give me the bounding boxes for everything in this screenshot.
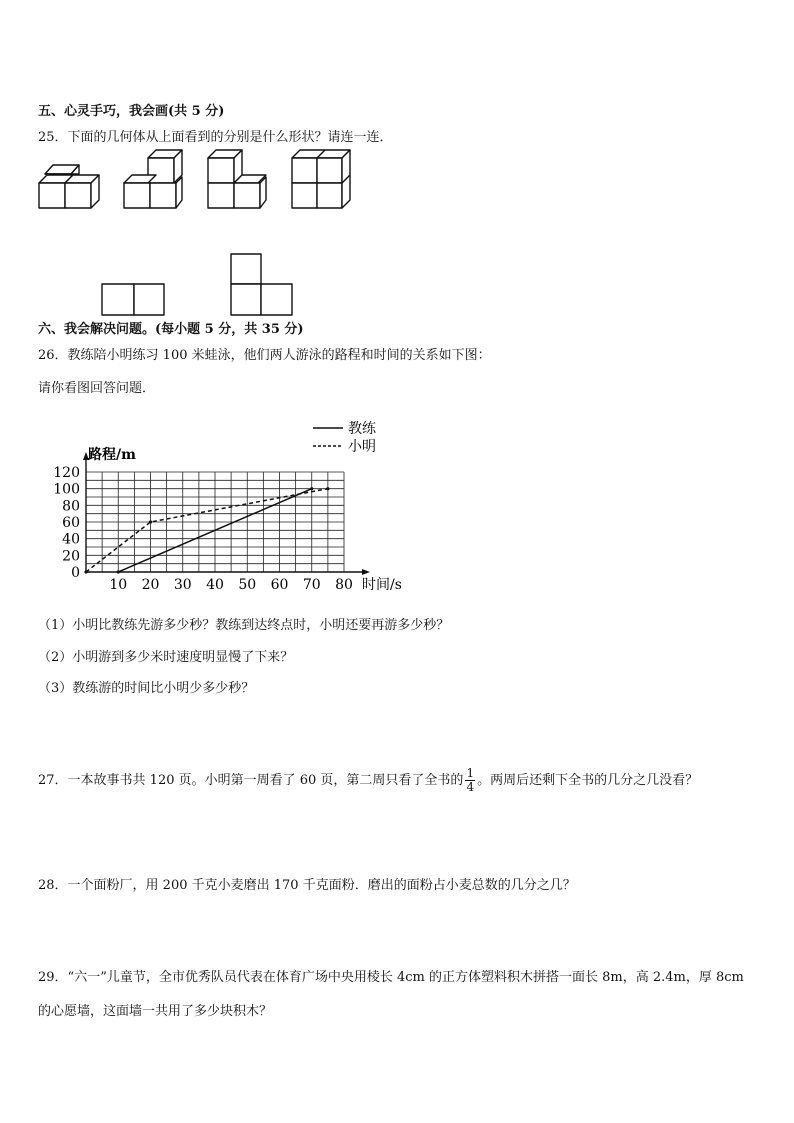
figure-3-solid [208, 150, 266, 208]
x-tick-label: 30 [173, 577, 192, 593]
x-axis-label: 时间/s [362, 577, 402, 593]
question-27-post: 。两周后还剩下全书的几分之几没看？ [477, 773, 699, 788]
cube-figures [0, 0, 794, 330]
question-26-sub2: （2）小明游到多少米时速度明显慢了下来？ [38, 650, 294, 665]
x-tick-label: 80 [335, 577, 353, 593]
question-28: 28．一个面粉厂，用 200 千克小麦磨出 170 千克面粉．磨出的面粉占小麦总数的几分之几？ [38, 878, 576, 893]
y-axis-label: 路程/m [88, 447, 136, 463]
data-point [326, 487, 329, 490]
question-27-pre: 27．一本故事书共 120 页。小明第一周看了 60 页，第二周只看了全书的 [38, 773, 464, 788]
x-tick-label: 50 [238, 577, 257, 593]
top-view-a [102, 284, 164, 315]
x-tick-label: 10 [109, 577, 128, 593]
top-view-b [231, 254, 292, 315]
x-axis-arrow [362, 569, 370, 575]
y-tick-label: 40 [62, 531, 80, 548]
x-tick-label: 60 [270, 577, 289, 593]
question-29-line2: 的心愿墙，这面墙一共用了多少块积木？ [38, 1004, 273, 1019]
x-tick-label: 70 [302, 577, 321, 593]
chart-axes [83, 446, 402, 593]
y-tick-label: 120 [53, 465, 80, 481]
question-27 [38, 767, 698, 794]
section6-heading: 六、我会解决问题。(每小题 5 分，共 35 分) [38, 322, 304, 337]
question-26-sub3: （3）教练游的时间比小明少多少秒？ [38, 681, 255, 696]
figure-2-solid [124, 150, 182, 208]
y-tick-label: 100 [53, 481, 80, 498]
x-tick-label: 40 [206, 577, 224, 593]
legend-label: 教练 [348, 421, 376, 437]
section5-heading: 五、心灵手巧，我会画(共 5 分) [38, 104, 225, 119]
chart-legend [313, 420, 377, 455]
legend-label: 小明 [348, 439, 376, 455]
question-29-line1: 29．“六一”儿童节，全市优秀队员代表在体育广场中央用棱长 4cm 的正方体塑料积木拼搭一面长 8m，高 2.4m，厚 8cm [38, 970, 744, 985]
x-tick-label: 20 [141, 577, 160, 593]
y-tick-label: 60 [62, 515, 80, 531]
distance-time-chart [0, 410, 794, 595]
question-26-line2: 请你看图回答问题． [38, 381, 156, 396]
fraction-numerator: 1 [466, 766, 475, 780]
figure-4-solid [292, 150, 350, 208]
data-point [310, 487, 313, 490]
y-tick-label: 20 [62, 548, 80, 565]
question-26-line1: 26．教练陪小明练习 100 米蛙泳，他们两人游泳的路程和时间的关系如下图： [38, 348, 491, 363]
data-point [117, 570, 120, 573]
chart-grid [86, 472, 344, 572]
figure-1-solid [39, 165, 99, 208]
y-tick-label: 0 [71, 565, 80, 581]
fraction-denominator: 4 [466, 780, 475, 794]
chart-ticks [53, 465, 353, 593]
data-point [149, 520, 152, 523]
data-point [84, 570, 87, 573]
question-25: 25．下面的几何体从上面看到的分别是什么形状？请连一连． [38, 130, 393, 145]
question-26-sub1: （1）小明比教练先游多少秒？教练到达终点时，小明还要再游多少秒？ [38, 618, 450, 633]
y-tick-label: 80 [62, 498, 80, 515]
fraction-one-quarter [465, 767, 475, 794]
